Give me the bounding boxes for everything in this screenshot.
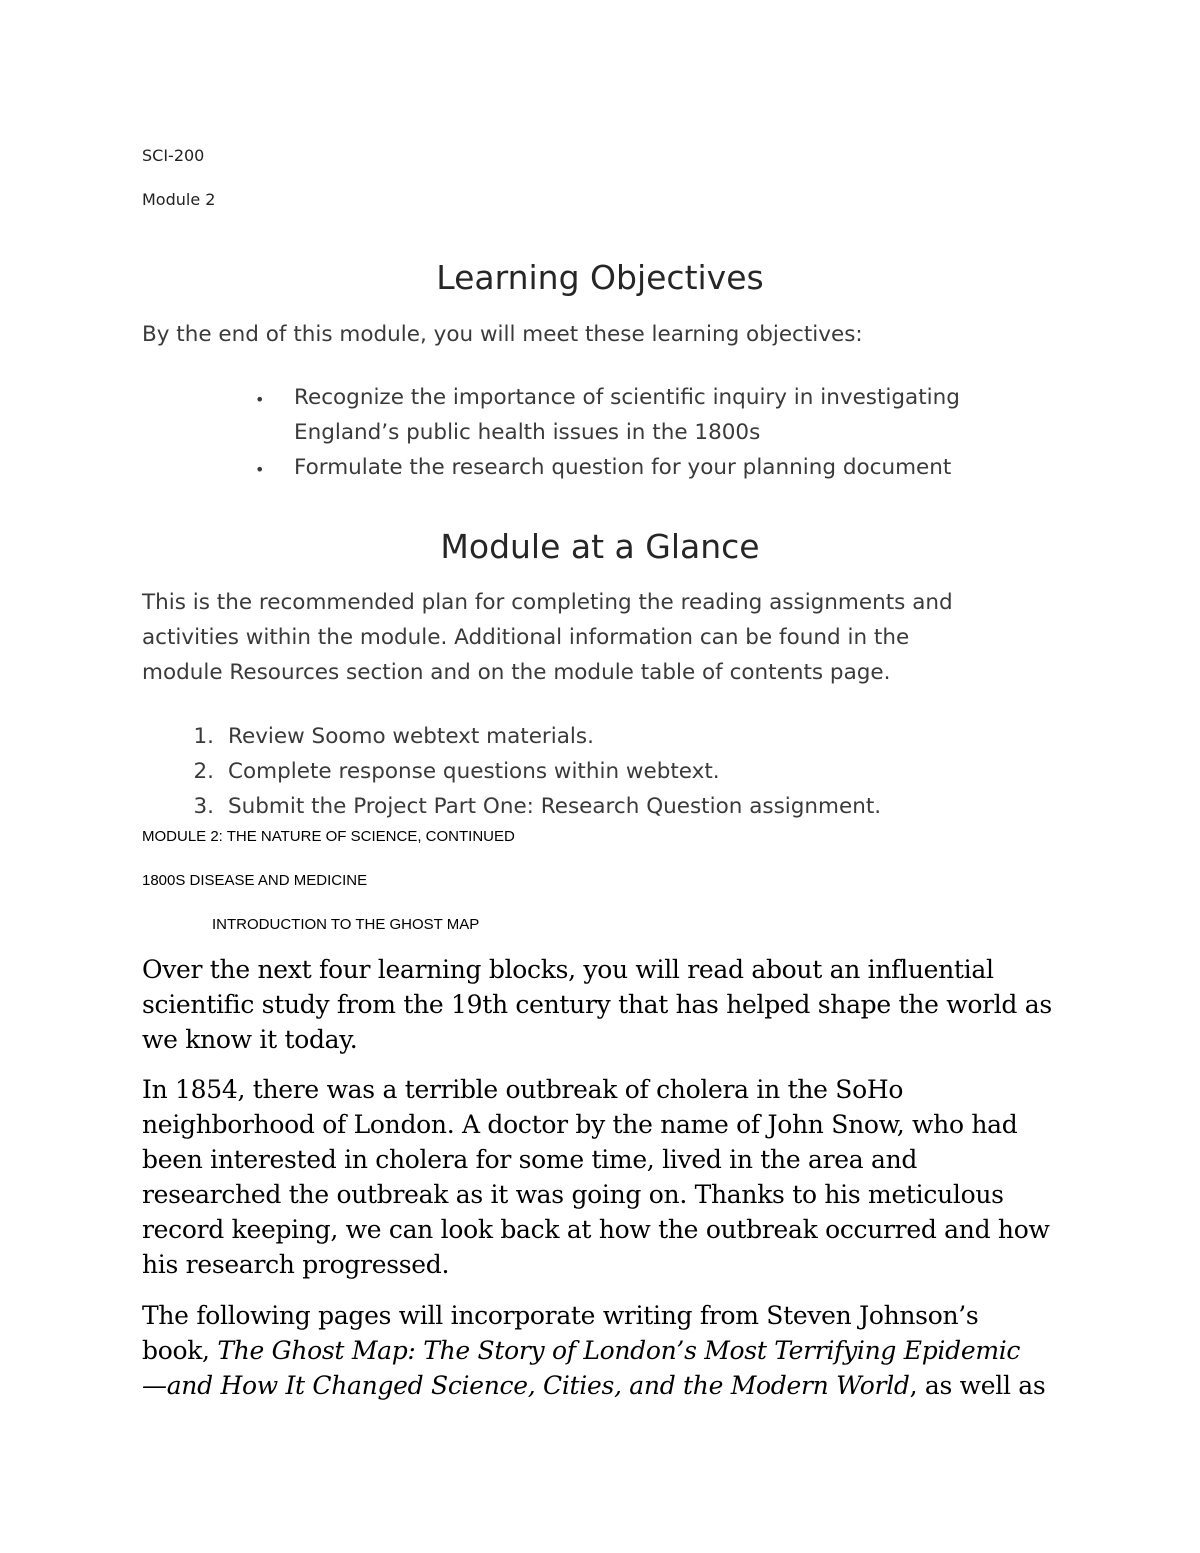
- step-number: 1.: [193, 724, 214, 749]
- objective-item-1-line2: England’s public health issues in the 1800s: [294, 420, 761, 445]
- paragraph-text: book,: [142, 1336, 218, 1365]
- paragraph-line: neighborhood of London. A doctor by the name of John Snow, who had: [142, 1110, 1018, 1139]
- paragraph-line: In 1854, there was a terrible outbreak of cholera in the SoHo: [142, 1075, 904, 1104]
- bullet-icon: •: [255, 390, 265, 409]
- paragraph-line: record keeping, we can look back at how the outbreak occurred and how: [142, 1215, 1050, 1244]
- paragraph-line: we know it today.: [142, 1025, 358, 1054]
- paragraph-line: Over the next four learning blocks, you will read about an influential: [142, 955, 994, 984]
- paragraph-line: his research progressed.: [142, 1250, 450, 1279]
- paragraph-line: been interested in cholera for some time, lived in the area and: [142, 1145, 918, 1174]
- step-number: 3.: [193, 794, 214, 819]
- book-title-part-2: —and How It Changed Science, Cities, and the Modern World: [142, 1371, 910, 1400]
- section-heading-2: 1800S DISEASE AND MEDICINE: [142, 872, 368, 889]
- course-code: SCI-200: [142, 146, 205, 165]
- glance-paragraph-line3: module Resources section and on the module table of contents page.: [142, 660, 891, 685]
- book-title-part-1: The Ghost Map: The Story of London’s Most Terrifying Epidemic: [217, 1336, 1021, 1365]
- paragraph-line: [142, 1371, 1045, 1400]
- objective-item-2: Formulate the research question for your planning document: [294, 455, 952, 480]
- paragraph-text: , as well as: [909, 1371, 1046, 1400]
- module-label: Module 2: [142, 190, 216, 209]
- paragraph-line: researched the outbreak as it was going on. Thanks to his meticulous: [142, 1180, 1004, 1209]
- step-text: Submit the Project Part One: Research Question assignment.: [228, 794, 882, 819]
- step-text: Review Soomo webtext materials.: [228, 724, 594, 749]
- glance-paragraph-line1: This is the recommended plan for completing the reading assignments and: [142, 590, 953, 615]
- section-heading-3: INTRODUCTION TO THE GHOST MAP: [212, 916, 480, 933]
- learning-objectives-heading: Learning Objectives: [436, 258, 764, 297]
- paragraph-line: [142, 1336, 1020, 1365]
- step-text: Complete response questions within webtext.: [228, 759, 720, 784]
- section-heading-1: MODULE 2: THE NATURE OF SCIENCE, CONTINUED: [142, 828, 515, 845]
- glance-paragraph-line2: activities within the module. Additional information can be found in the: [142, 625, 910, 650]
- module-at-a-glance-heading: Module at a Glance: [440, 527, 760, 566]
- step-number: 2.: [193, 759, 214, 784]
- objectives-intro: By the end of this module, you will meet these learning objectives:: [142, 322, 863, 347]
- bullet-icon: •: [255, 460, 265, 479]
- paragraph-line: scientific study from the 19th century that has helped shape the world as: [142, 990, 1052, 1019]
- objective-item-1-line1: Recognize the importance of scientific inquiry in investigating: [294, 385, 960, 410]
- paragraph-line: The following pages will incorporate writing from Steven Johnson’s: [142, 1301, 979, 1330]
